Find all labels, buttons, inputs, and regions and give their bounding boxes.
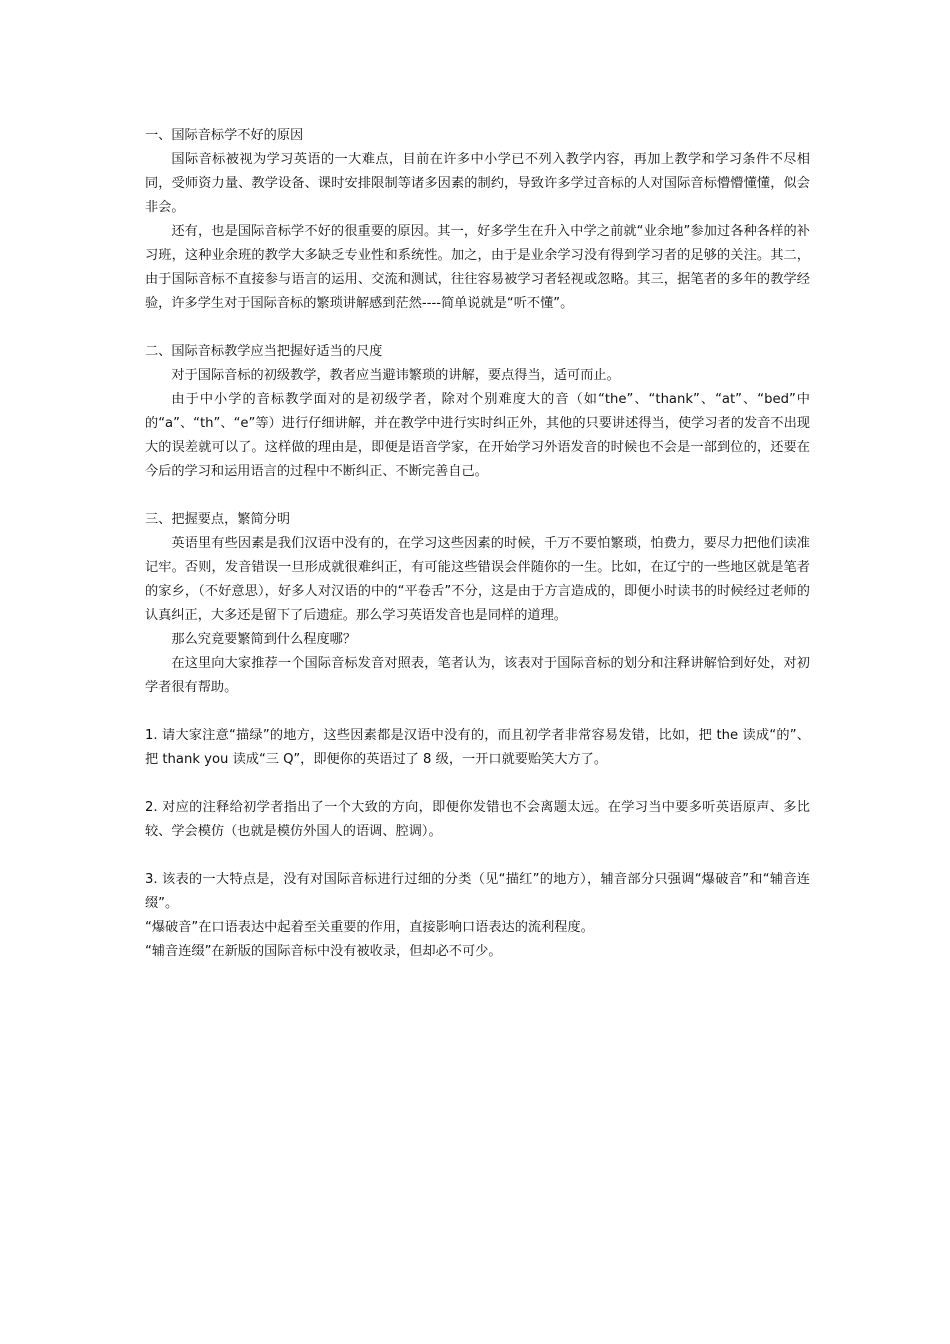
point-2: 2. 对应的注释给初学者指出了一个大致的方向，即便你发错也不会离题太远。在学习当中要多听英语原声、多比较、学会模仿（也就是模仿外国人的语调、腔调）。: [145, 800, 810, 839]
section-2-paragraph-2: 由于中小学的音标教学面对的是初级学者，除对个别难度大的音（如“the”、“thank”、“at”、“bed”中的“a”、“th”、“e”等）进行仔细讲解，并在教学中进行实时纠正外，其他的只要讲述得当，使学习者的发音不出现大的误差就可以了。这样做的理由是，即便是语音学家，在开始学习外语发音的时候也不会是一部到位的，还要在今后的学习和运用语言的过程中不断纠正、不断完善自己。: [145, 392, 810, 479]
point-3: 3. 该表的一大特点是，没有对国际音标进行过细的分类（见“描红”的地方），辅音部分只强调“爆破音”和“辅音连缀”。: [145, 872, 810, 911]
paragraph-gap: [145, 316, 810, 340]
section-3-paragraph-2: 那么究竟要繁简到什么程度哪？: [171, 632, 357, 647]
paragraph-gap: [145, 772, 810, 796]
document-body: [145, 124, 810, 964]
section-2-paragraph-1: 对于国际音标的初级教学，教者应当避讳繁琐的讲解，要点得当，适可而止。: [171, 368, 620, 383]
point-1: 1. 请大家注意“描绿”的地方，这些因素都是汉语中没有的，而且初学者非常容易发错，比如，把 the 读成“的”、把 thank you 读成“三 Q”，即便你的英语过了 8 级，一开口就要贻笑大方了。: [145, 728, 810, 767]
note-plosive: “爆破音”在口语表达中起着至关重要的作用，直接影响口语表达的流利程度。: [145, 920, 594, 935]
section-heading-3: 三、把握要点，繁简分明: [145, 512, 291, 527]
paragraph-gap: [145, 484, 810, 508]
section-heading-2: 二、国际音标教学应当把握好适当的尺度: [145, 344, 383, 359]
section-1-paragraph-2: 还有，也是国际音标学不好的很重要的原因。其一，好多学生在升入中学之前就“业余地”参加过各种各样的补习班，这种业余班的教学大多缺乏专业性和系统性。加之，由于是业余学习没有得到学习者的足够的关注。其二，由于国际音标不直接参与语言的运用、交流和测试，往往容易被学习者轻视或忽略。其三，据笔者的多年的教学经验，许多学生对于国际音标的繁琐讲解感到茫然----简单说就是“听不懂”。: [145, 224, 810, 311]
note-consonant-cluster: “辅音连缀”在新版的国际音标中没有被收录，但却必不可少。: [145, 944, 502, 959]
paragraph-gap: [145, 700, 810, 724]
section-1-paragraph-1: 国际音标被视为学习英语的一大难点，目前在许多中小学已不列入教学内容，再加上教学和学习条件不尽相同，受师资力量、教学设备、课时安排限制等诸多因素的制约，导致许多学过音标的人对国际音标懵懵懂懂，似会非会。: [145, 152, 810, 215]
paragraph-gap: [145, 844, 810, 868]
section-3-paragraph-1: 英语里有些因素是我们汉语中没有的，在学习这些因素的时候，千万不要怕繁琐，怕费力，要尽力把他们读准记牢。否则，发音错误一旦形成就很难纠正，有可能这些错误会伴随你的一生。比如，在辽宁的一些地区就是笔者的家乡，（不好意思），好多人对汉语的中的“平卷舌”不分，这是由于方言造成的，即便小时读书的时候经过老师的认真纠正，大多还是留下了后遗症。那么学习英语发音也是同样的道理。: [145, 536, 810, 623]
section-3-paragraph-3: 在这里向大家推荐一个国际音标发音对照表，笔者认为，该表对于国际音标的划分和注释讲解恰到好处，对初学者很有帮助。: [145, 656, 810, 695]
section-heading-1: 一、国际音标学不好的原因: [145, 128, 304, 143]
